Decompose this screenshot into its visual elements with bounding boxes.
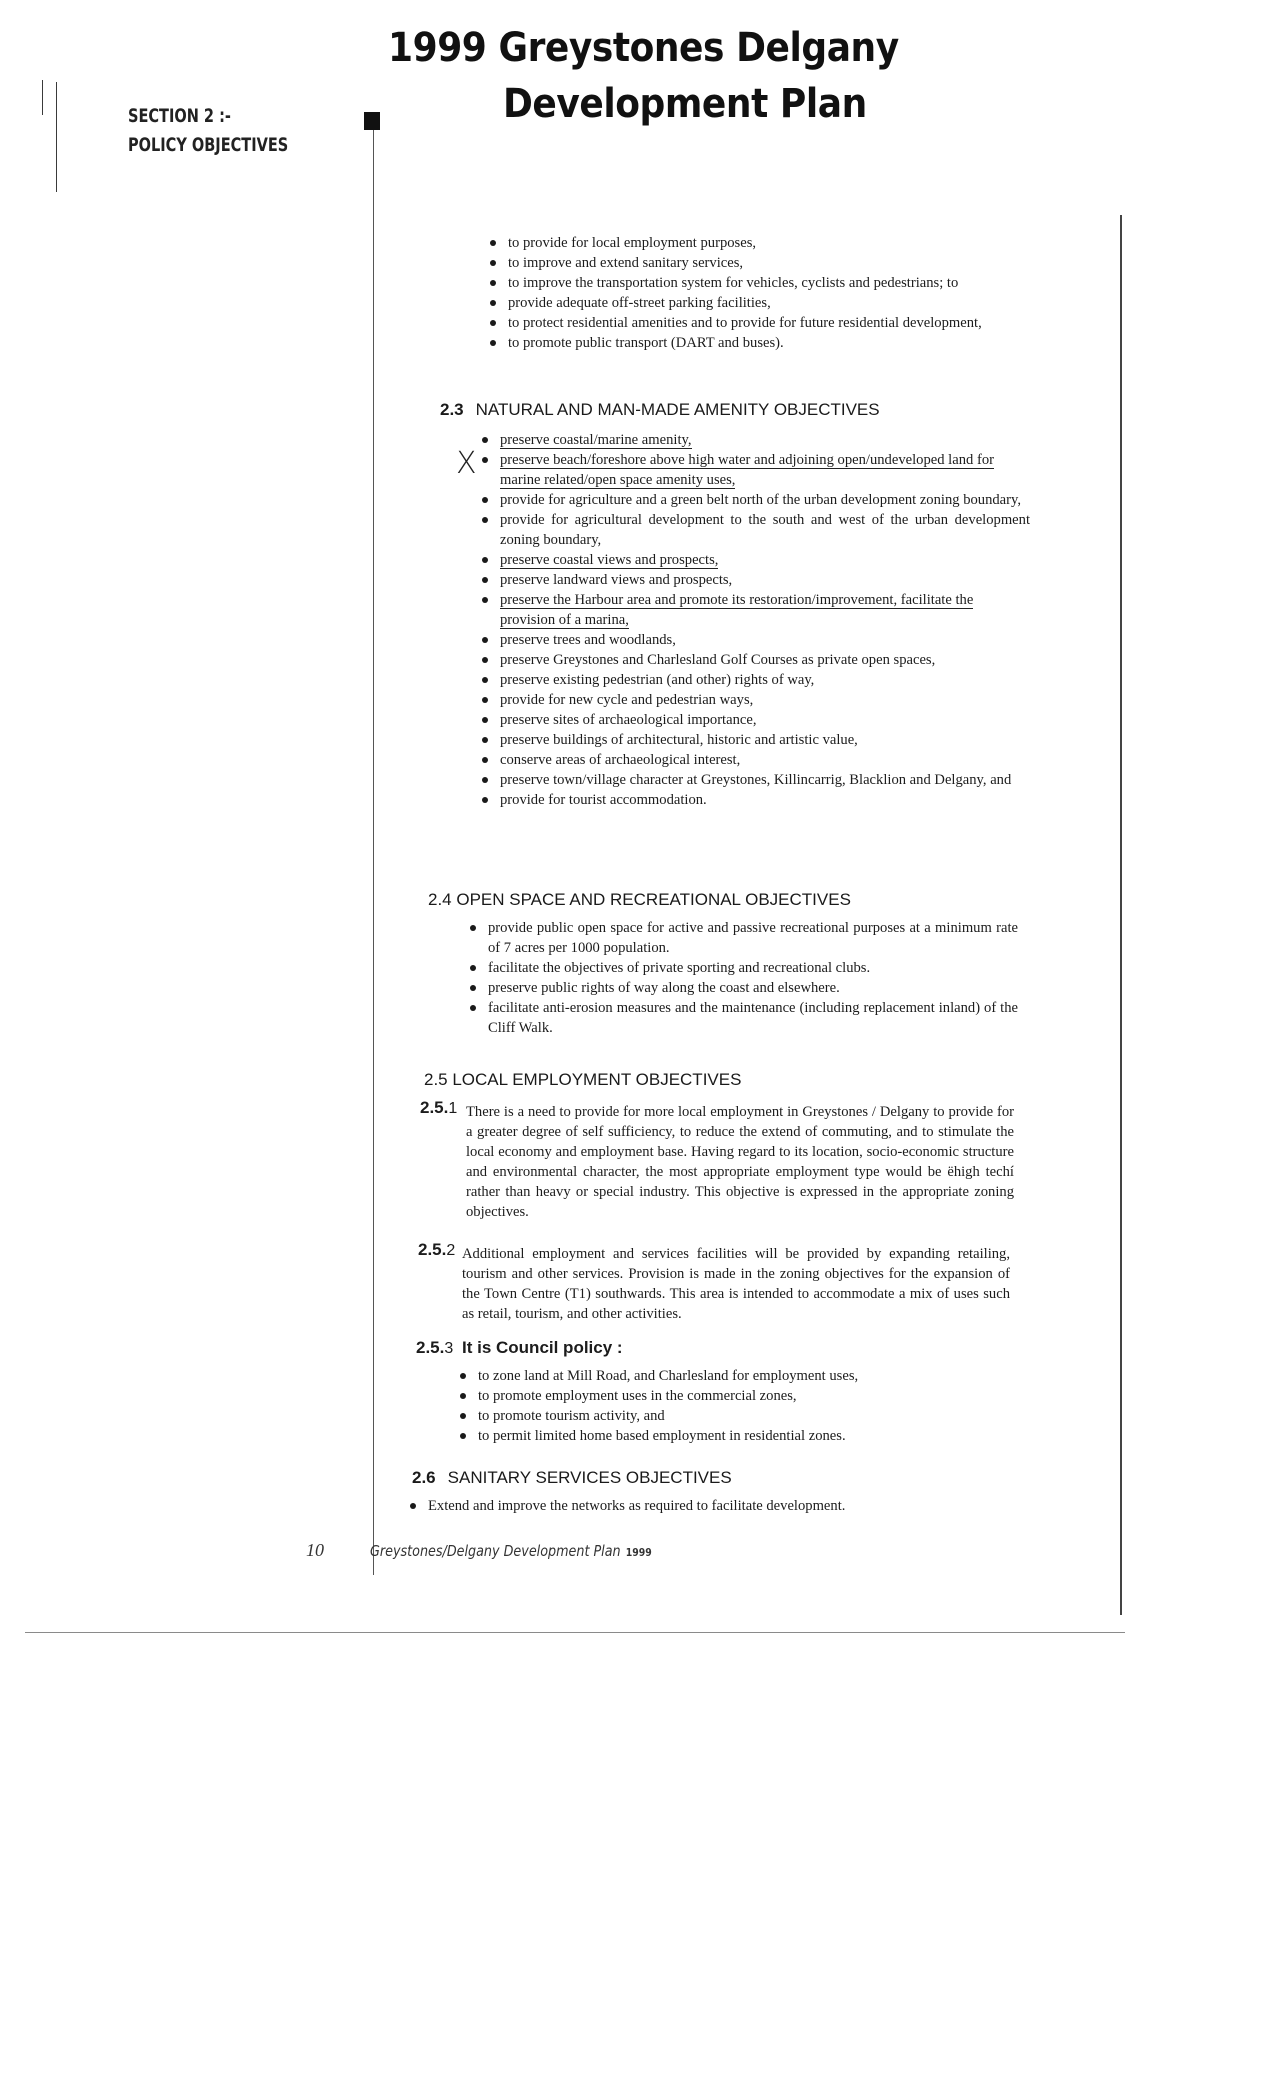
footer-title: Greystones/Delgany Development Plan [370,1542,621,1560]
list-item: to promote employment uses in the commercial zones, [460,1386,1000,1406]
list-item: facilitate anti-erosion measures and the maintenance (including replacement inland) of the Cliff Walk. [470,998,1018,1038]
amenity-objectives-list [482,430,1030,810]
section-marker [364,112,380,130]
council-policy-list [460,1366,1000,1446]
open-space-objectives-list [470,918,1018,1038]
running-footer [370,1542,652,1560]
list-item: to improve the transportation system for vehicles, cyclists and pedestrians; to [490,273,1050,293]
page-number: 10 [306,1540,324,1560]
list-item: preserve the Harbour area and promote its restoration/improvement, facilitate the provision of a marina, [482,590,1030,630]
list-item: preserve Greystones and Charlesland Golf Courses as private open spaces, [482,650,1030,670]
list-item: preserve beach/foreshore above high water and adjoining open/undeveloped land for marine related/open space amenity uses, [482,450,1030,490]
paragraph-number-2-5-3: 2.5.3 It is Council policy : [416,1338,623,1357]
list-item: preserve town/village character at Greystones, Killincarrig, Blacklion and Delgany, and [482,770,1030,790]
document-title-line-1: 1999 Greystones Delgany [388,25,899,71]
paragraph-2-5-1: There is a need to provide for more local employment in Greystones / Delgany to provide for a greater degree of self sufficiency, to reduce the extend of commuting, and to stimulate the local economy and employment base. Having regard to its location, socio-economic structure and environmental character, the most appropriate employment type would be ëhigh techí rather than heavy or special industry. This objective is expressed in the appropriate zoning objectives. [466,1104,1014,1220]
list-item: conserve areas of archaeological interest, [482,750,1030,770]
list-item: provide for agricultural development to the south and west of the urban development zoning boundary, [482,510,1030,550]
list-item: to promote public transport (DART and buses). [490,333,1050,353]
list-item: preserve existing pedestrian (and other) rights of way, [482,670,1030,690]
list-item: Extend and improve the networks as required to facilitate development. [410,1496,1010,1516]
footer-year: 1999 [625,1546,652,1559]
section-number: 2.3 [440,400,464,419]
section-heading-2-5: 2.5 LOCAL EMPLOYMENT OBJECTIVES [424,1070,742,1089]
paragraph-number-2-5-2: 2.5.2 [418,1240,456,1259]
list-item: to promote tourism activity, and [460,1406,1000,1426]
document-title-line-2: Development Plan [503,81,867,127]
section-number: 2.6 [412,1468,436,1487]
paragraph-2-5-2: Additional employment and services facilities will be provided by expanding retailing, tourism and other services. Provision is made in the zoning objectives for the expansion of the Town Centre (T1) southwards. This area is intended to accommodate a mix of uses such as retail, tourism, and other activities. [462,1246,1010,1322]
list-item: preserve coastal/marine amenity, [482,430,1030,450]
section-heading-2-6 [412,1468,732,1488]
list-item: preserve sites of archaeological importance, [482,710,1030,730]
section-label [128,102,288,160]
section-label-line-1: SECTION 2 :- [128,105,231,127]
handwritten-x-mark: X [456,446,477,481]
scan-edge-left-2 [42,80,43,115]
list-item: preserve public rights of way along the coast and elsewhere. [470,978,1018,998]
section-title: SANITARY SERVICES OBJECTIVES [447,1468,732,1487]
list-item: preserve trees and woodlands, [482,630,1030,650]
list-item: provide for new cycle and pedestrian ways, [482,690,1030,710]
paragraph-number-2-5-1: 2.5.1 [420,1098,458,1117]
list-item: preserve landward views and prospects, [482,570,1030,590]
list-item: to permit limited home based employment in residential zones. [460,1426,1000,1446]
list-item: provide for agriculture and a green belt north of the urban development zoning boundary, [482,490,1030,510]
sanitary-objectives-list [410,1496,1010,1516]
intro-bullet-list [490,233,1050,353]
section-heading-2-4: 2.4 OPEN SPACE AND RECREATIONAL OBJECTIVES [428,890,851,909]
list-item: preserve coastal views and prospects, [482,550,1030,570]
section-label-line-2: POLICY OBJECTIVES [128,134,289,156]
list-item: facilitate the objectives of private sporting and recreational clubs. [470,958,1018,978]
list-item: preserve buildings of architectural, historic and artistic value, [482,730,1030,750]
list-item: to zone land at Mill Road, and Charlesland for employment uses, [460,1366,1000,1386]
list-item: provide adequate off-street parking facilities, [490,293,1050,313]
scan-edge-left [56,82,57,192]
list-item: provide public open space for active and passive recreational purposes at a minimum rate of 7 acres per 1000 population. [470,918,1018,958]
scan-edge-bottom [25,1632,1125,1633]
list-item: to protect residential amenities and to provide for future residential development, [490,313,1050,333]
section-title: NATURAL AND MAN-MADE AMENITY OBJECTIVES [475,400,880,419]
scan-edge-right [1120,215,1122,1615]
margin-rule [373,130,374,1575]
list-item: to improve and extend sanitary services, [490,253,1050,273]
section-heading-2-3 [440,400,880,420]
council-policy-heading: It is Council policy : [462,1338,623,1357]
list-item: to provide for local employment purposes, [490,233,1050,253]
list-item: provide for tourist accommodation. [482,790,1030,810]
